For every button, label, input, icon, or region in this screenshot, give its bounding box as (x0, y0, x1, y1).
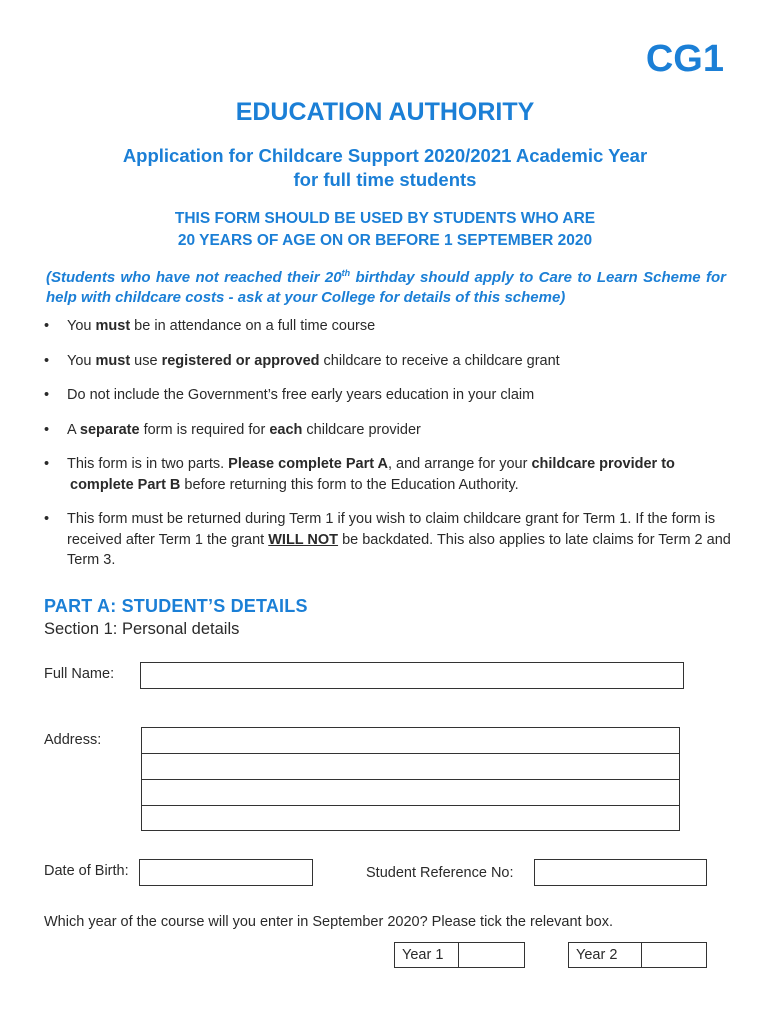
bullet-icon: • (44, 511, 50, 527)
bullet-emphasis: separate (79, 421, 140, 438)
bullet-icon: • (44, 456, 50, 472)
bullet-text: childcare provider (302, 421, 421, 438)
eligibility-warning (0, 208, 770, 251)
part-a-heading: PART A: STUDENT’S DETAILS (44, 596, 308, 616)
warning-line-1: THIS FORM SHOULD BE USED BY STUDENTS WHO ARE (174, 210, 596, 227)
bullet-icon: • (44, 387, 50, 403)
bullet-text: be in attendance on a full time course (130, 318, 376, 334)
year-question: Which year of the course will you enter in September 2020? Please tick the relevant box. (44, 914, 614, 930)
address-line-1[interactable] (142, 728, 679, 754)
bullet-text: before returning this form to the Education Authority. (180, 476, 519, 493)
section-1-heading: Section 1: Personal details (44, 620, 240, 638)
address-line-2[interactable] (142, 754, 679, 780)
year-1-checkbox[interactable] (459, 943, 524, 967)
bullet-emphasis: childcare provider to (531, 456, 675, 472)
instructions-list (44, 316, 734, 585)
student-ref-field[interactable] (534, 859, 707, 886)
authority-title: EDUCATION AUTHORITY (235, 98, 535, 126)
bullet-emphasis: complete Part B (70, 476, 181, 493)
care-to-learn-note (46, 263, 726, 308)
bullet-emphasis: registered or approved (161, 352, 320, 369)
address-line-4[interactable] (142, 806, 679, 832)
year-2-label: Year 2 (569, 943, 642, 967)
bullet-text: This form is in two parts. (67, 456, 229, 472)
bullet-emphasis: each (269, 421, 303, 438)
bullet-emphasis: Please complete Part A (228, 456, 388, 472)
list-item (44, 316, 734, 337)
note-superscript: th (341, 268, 351, 278)
bullet-emphasis: must (95, 318, 131, 334)
address-label: Address: (44, 732, 102, 748)
bullet-text: be backdated. This also applies to late claims for Term 2 and Term 3. (67, 531, 731, 568)
form-code: CG1 (645, 38, 724, 80)
bullet-text: childcare to receive a childcare grant (319, 352, 560, 369)
bullet-text: A (67, 421, 80, 438)
subtitle-line-1: Application for Childcare Support 2020/2021 Academic Year (122, 145, 648, 166)
full-name-field[interactable] (140, 662, 684, 689)
year-1-label: Year 1 (395, 943, 459, 967)
list-item (44, 385, 734, 406)
bullet-text: use (130, 352, 162, 369)
dob-label: Date of Birth: (44, 863, 129, 879)
bullet-icon: • (44, 421, 50, 438)
bullet-text: You (67, 352, 96, 369)
year-2-checkbox[interactable] (642, 943, 706, 967)
list-item (44, 420, 734, 441)
bullet-text: form is required for (139, 421, 270, 438)
full-name-label: Full Name: (44, 666, 115, 682)
bullet-text: You (67, 318, 96, 334)
bullet-icon: • (44, 318, 50, 334)
note-text-1: (Students who have not reached their 20 (46, 269, 342, 286)
bullet-text: This form must be returned during Term 1 if you wish to claim childcare grant for Term 1. If the form is received after Term 1 the grant (67, 511, 716, 548)
address-field-group (141, 727, 680, 831)
list-item (44, 509, 734, 571)
student-ref-label: Student Reference No: (366, 865, 514, 881)
list-item (44, 351, 734, 372)
list-item (44, 454, 734, 495)
bullet-emphasis: WILL NOT (268, 531, 339, 548)
subtitle-line-2: for full time students (293, 169, 477, 190)
note-text-2: birthday should apply to Care to Learn Scheme for help with childcare costs - ask at your College for details of this scheme) (46, 269, 726, 306)
dob-field[interactable] (139, 859, 313, 886)
bullet-icon: • (44, 352, 50, 369)
bullet-text: Do not include the Government’s free early years education in your claim (67, 387, 535, 403)
bullet-text: , and arrange for your (388, 456, 532, 472)
bullet-emphasis: must (95, 352, 131, 369)
year-2-option (568, 942, 707, 968)
warning-line-2: 20 YEARS OF AGE ON OR BEFORE 1 SEPTEMBER 2020 (177, 231, 593, 249)
address-line-3[interactable] (142, 780, 679, 806)
year-1-option (394, 942, 525, 968)
form-subtitle (0, 144, 770, 192)
